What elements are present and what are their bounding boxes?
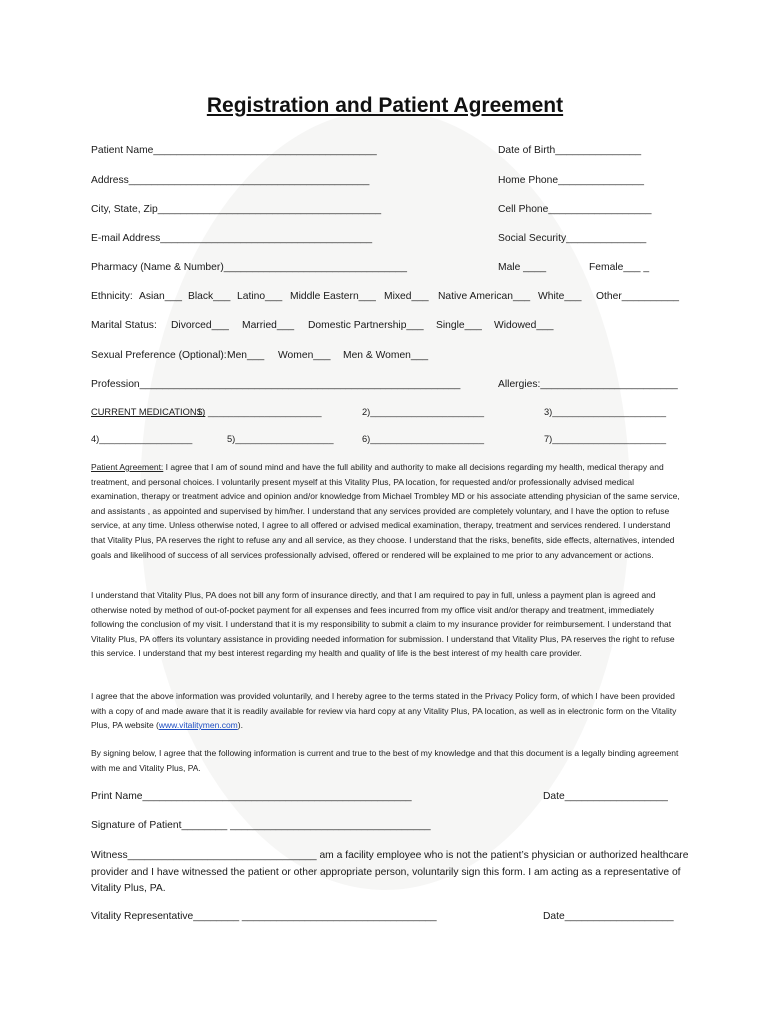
document-title: Registration and Patient Agreement bbox=[206, 94, 564, 117]
sexual-preference-men[interactable]: Men___ bbox=[227, 350, 265, 361]
male-checkbox[interactable]: Male ____ bbox=[498, 262, 547, 273]
ethnicity-white[interactable]: White___ bbox=[538, 291, 582, 302]
ethnicity-middle-eastern[interactable]: Middle Eastern___ bbox=[290, 291, 376, 302]
patient-agreement-paragraph bbox=[91, 460, 681, 562]
current-medications-label: CURRENT MEDICATIONS: bbox=[91, 407, 206, 417]
signing-paragraph: By signing below, I agree that the following information is current and true to the best of my knowledge and that this document is a legally binding agreement with me and Vitality Plus, PA. bbox=[91, 748, 679, 773]
medication-4-field[interactable]: 4)__________________ bbox=[91, 434, 193, 444]
patient-name-field[interactable]: Patient Name_______________________________________ bbox=[91, 145, 377, 156]
medication-7-field[interactable]: 7)______________________ bbox=[544, 434, 667, 444]
ethnicity-label: Ethnicity: bbox=[91, 291, 133, 302]
sexual-preference-label: Sexual Preference (Optional): bbox=[91, 350, 227, 361]
date-of-birth-field[interactable]: Date of Birth_______________ bbox=[498, 145, 642, 156]
address-field[interactable]: Address__________________________________________ bbox=[91, 175, 370, 186]
profession-field[interactable]: Profession________________________________________________________ bbox=[91, 379, 461, 390]
privacy-paragraph bbox=[91, 689, 681, 733]
website-link[interactable]: www.vitalitymen.com bbox=[158, 720, 238, 731]
sexual-preference-men-women[interactable]: Men & Women___ bbox=[343, 350, 429, 361]
medication-5-field[interactable]: 5)___________________ bbox=[227, 434, 334, 444]
witness-statement[interactable]: Witness_________________________________ am a facility employee who is not the patient’s physician or authorized healthcare provider and I have witnessed the patient or other appropriate person, voluntarily sign this form. I am acting as a representative of Vitality Plus, PA. bbox=[91, 850, 689, 894]
sexual-preference-women[interactable]: Women___ bbox=[278, 350, 331, 361]
marital-domestic-partnership[interactable]: Domestic Partnership___ bbox=[308, 320, 424, 331]
vitality-representative-field[interactable]: Vitality Representative________ __________________________________ bbox=[91, 911, 437, 922]
medication-2-field[interactable]: 2)______________________ bbox=[362, 407, 485, 417]
marital-married[interactable]: Married___ bbox=[242, 320, 295, 331]
date-field-2[interactable]: Date___________________ bbox=[543, 911, 674, 922]
marital-widowed[interactable]: Widowed___ bbox=[494, 320, 554, 331]
date-field-1[interactable]: Date__________________ bbox=[543, 791, 668, 802]
privacy-text: I agree that the above information was provided voluntarily, and I hereby agree to the terms stated in the Privacy Policy form, of which I have been provided with a copy of and made aware that it is readily available for review via hard copy at any Vitality Plus, PA location, as well as in electronic form on the Vitality Plus, PA website ( bbox=[91, 691, 677, 731]
ethnicity-mixed[interactable]: Mixed___ bbox=[384, 291, 429, 302]
female-checkbox[interactable]: Female___ _ bbox=[589, 262, 650, 273]
ethnicity-native-american[interactable]: Native American___ bbox=[438, 291, 531, 302]
print-name-field[interactable]: Print Name_______________________________________________ bbox=[91, 791, 412, 802]
ethnicity-latino[interactable]: Latino___ bbox=[237, 291, 283, 302]
email-field[interactable]: E-mail Address_____________________________________ bbox=[91, 233, 373, 244]
allergies-field[interactable]: Allergies:________________________ bbox=[498, 379, 678, 390]
social-security-field[interactable]: Social Security______________ bbox=[498, 233, 647, 244]
patient-agreement-text: I agree that I am of sound mind and have the full ability and authority to make all decisions regarding my health, medical therapy and treatment, and personal choices. I voluntarily present myself at this Vitality Plus, PA location, for requested and/or professionally advised medical examination, therapy or treatment advice and opinion and/or knowledge from Michael Trombley MD or his associate attending physician of the same service, and assistants , as appointed and supervised by him/her. I understand that any services provided are completely voluntary, and I have the option to refuse service, at any time. Unless otherwise noted, I agree to all offered or advised medical examination, therapy, treatment and services rendered. I understand that Vitality Plus, PA reserves the right to refuse any and all service, as they choose. I understand that the risks, benefits, side effects, alternatives, intended goals and likelihood of success of all services professionally advised, offered or rendered will be explained to me prior to any advancement or actions. bbox=[91, 462, 680, 560]
privacy-text-end: ). bbox=[237, 720, 243, 731]
ethnicity-asian[interactable]: Asian___ bbox=[139, 291, 182, 302]
insurance-paragraph: I understand that Vitality Plus, PA does not bill any form of insurance directly, and that I am required to pay in full, unless a payment plan is agreed and otherwise noted by method of out-of-pocket payment for all expenses and fees incurred from my office visit and/or therapy and treatment, immediately following the conclusion of my visit. I understand that it is my responsibility to submit a claim to my insurance provider for reimbursement. I understand that Vitality Plus, PA offers its voluntary assistance in providing needed information for submission. I understand that Vitality Plus, PA reserves the right to refuse this service. I understand that my best interest regarding my health and quality of life is the best interest of my health care provider. bbox=[91, 590, 675, 659]
city-state-zip-field[interactable]: City, State, Zip_______________________________________ bbox=[91, 204, 382, 215]
marital-single[interactable]: Single___ bbox=[436, 320, 482, 331]
home-phone-field[interactable]: Home Phone_______________ bbox=[498, 175, 645, 186]
ethnicity-other[interactable]: Other__________ bbox=[596, 291, 680, 302]
medication-1-field[interactable]: 1) ______________________ bbox=[197, 407, 322, 417]
ethnicity-black[interactable]: Black___ bbox=[188, 291, 231, 302]
pharmacy-field[interactable]: Pharmacy (Name & Number)________________________________ bbox=[91, 262, 408, 273]
medication-6-field[interactable]: 6)______________________ bbox=[362, 434, 485, 444]
patient-agreement-label: Patient Agreement: bbox=[91, 462, 164, 472]
marital-divorced[interactable]: Divorced___ bbox=[171, 320, 229, 331]
marital-status-label: Marital Status: bbox=[91, 320, 157, 331]
medication-3-field[interactable]: 3)______________________ bbox=[544, 407, 667, 417]
cell-phone-field[interactable]: Cell Phone__________________ bbox=[498, 204, 652, 215]
patient-signature-field[interactable]: Signature of Patient________ ___________________________________ bbox=[91, 820, 431, 831]
